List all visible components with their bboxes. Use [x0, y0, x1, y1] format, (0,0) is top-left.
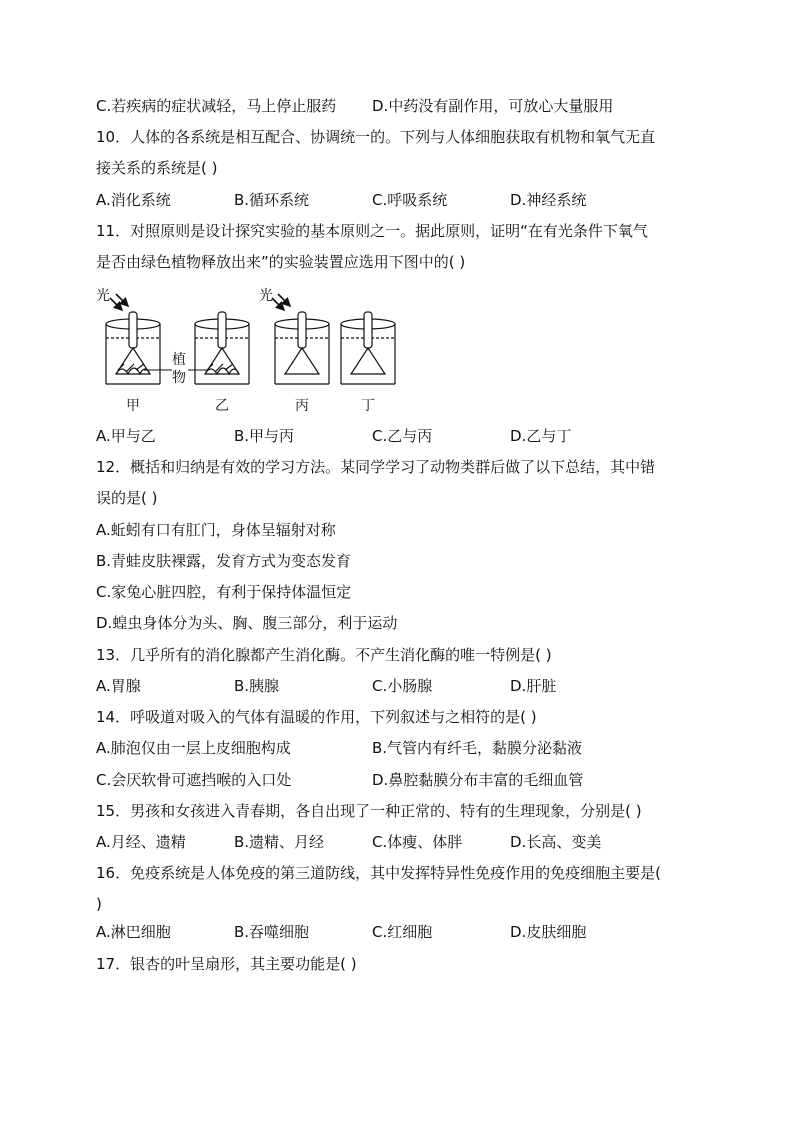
- option-b: B.遗精、月经: [234, 833, 325, 851]
- option-d: D.长高、变美: [510, 833, 602, 851]
- setup-label-ding: 丁: [361, 398, 375, 414]
- option-c: C.乙与丙: [372, 427, 433, 445]
- option-d: D.肝脏: [510, 677, 557, 695]
- light-label-bing: 光: [259, 288, 273, 304]
- setup-label-bing: 丙: [295, 398, 309, 414]
- q17-stem: 17．银杏的叶呈扇形，其主要功能是( ): [96, 955, 357, 973]
- option-b: B.胰腺: [234, 677, 280, 695]
- q14-stem: 14．呼吸道对吸入的气体有温暖的作用，下列叙述与之相符的是( ): [96, 708, 537, 726]
- q12-stem-line1: 12．概括和归纳是有效的学习方法。某同学学习了动物类群后做了以下总结，其中错: [96, 458, 656, 476]
- q15-stem: 15．男孩和女孩进入青春期，各自出现了一种正常的、特有的生理现象，分别是( ): [96, 802, 642, 820]
- plant-label-top: 植: [172, 352, 186, 368]
- q10-stem-line2: 接关系的系统是( ): [96, 159, 218, 177]
- q11-stem-line1: 11．对照原则是设计探究实验的基本原则之一。据此原则，证明“在有光条件下氧气: [96, 222, 648, 240]
- q12-option-d: D.蝗虫身体分为头、胸、腹三部分，利于运动: [96, 614, 398, 632]
- option-c: C.体瘦、体胖: [372, 833, 463, 851]
- setup-label-jia: 甲: [126, 398, 140, 414]
- q12-option-b: B.青蛙皮肤裸露，发育方式为变态发育: [96, 552, 352, 570]
- option-b: B.甲与丙: [234, 427, 295, 445]
- option-a: A.消化系统: [96, 191, 171, 209]
- option-a: A.月经、遗精: [96, 833, 186, 851]
- option-d: D.中药没有副作用，可放心大量服用: [372, 97, 614, 115]
- q12-stem-line2: 误的是( ): [96, 489, 158, 507]
- q10-stem-line1: 10．人体的各系统是相互配合、协调统一的。下列与人体细胞获取有机物和氧气无直: [96, 128, 656, 146]
- option-c: C.小肠腺: [372, 677, 433, 695]
- option-d: D.乙与丁: [510, 427, 572, 445]
- q12-option-c: C.家兔心脏四腔，有利于保持体温恒定: [96, 583, 352, 601]
- option-b: B.气管内有纤毛，黏膜分泌黏液: [372, 739, 583, 757]
- option-c: C.呼吸系统: [372, 191, 448, 209]
- q11-stem-line2: 是否由绿色植物释放出来”的实验装置应选用下图中的( ): [96, 253, 466, 271]
- plant-label-bottom: 物: [172, 370, 186, 386]
- option-a: A.淋巴细胞: [96, 923, 171, 941]
- option-a: A.甲与乙: [96, 427, 156, 445]
- option-d: D.皮肤细胞: [510, 923, 587, 941]
- q13-stem: 13．几乎所有的消化腺都产生消化酶。不产生消化酶的唯一特例是( ): [96, 646, 552, 664]
- option-d: D.鼻腔黏膜分布丰富的毛细血管: [372, 771, 584, 789]
- option-c: C.若疾病的症状减轻，马上停止服药: [96, 97, 337, 115]
- experiment-setups-svg: [96, 284, 416, 419]
- option-b: B.循环系统: [234, 191, 310, 209]
- option-a: A.胃腺: [96, 677, 141, 695]
- setup-jia-beaker: [106, 312, 160, 384]
- option-c: C.会厌软骨可遮挡喉的入口处: [96, 771, 292, 789]
- setup-label-yi: 乙: [215, 398, 229, 414]
- option-b: B.吞噬细胞: [234, 923, 310, 941]
- light-label-jia: 光: [96, 288, 110, 304]
- setup-ding-beaker: [341, 312, 395, 384]
- light-arrow-icon: [272, 294, 290, 310]
- q16-stem-line2: ): [96, 895, 102, 913]
- setup-bing-beaker: [275, 312, 329, 384]
- light-arrow-icon: [110, 294, 128, 310]
- option-d: D.神经系统: [510, 191, 587, 209]
- setup-yi-beaker: [195, 312, 249, 384]
- q16-stem-line1: 16．免疫系统是人体免疫的第三道防线，其中发挥特异性免疫作用的免疫细胞主要是(: [96, 864, 661, 882]
- option-c: C.红细胞: [372, 923, 433, 941]
- q12-option-a: A.蚯蚓有口有肛门，身体呈辐射对称: [96, 521, 336, 539]
- experiment-figure: [96, 284, 416, 419]
- option-a: A.肺泡仅由一层上皮细胞构成: [96, 739, 291, 757]
